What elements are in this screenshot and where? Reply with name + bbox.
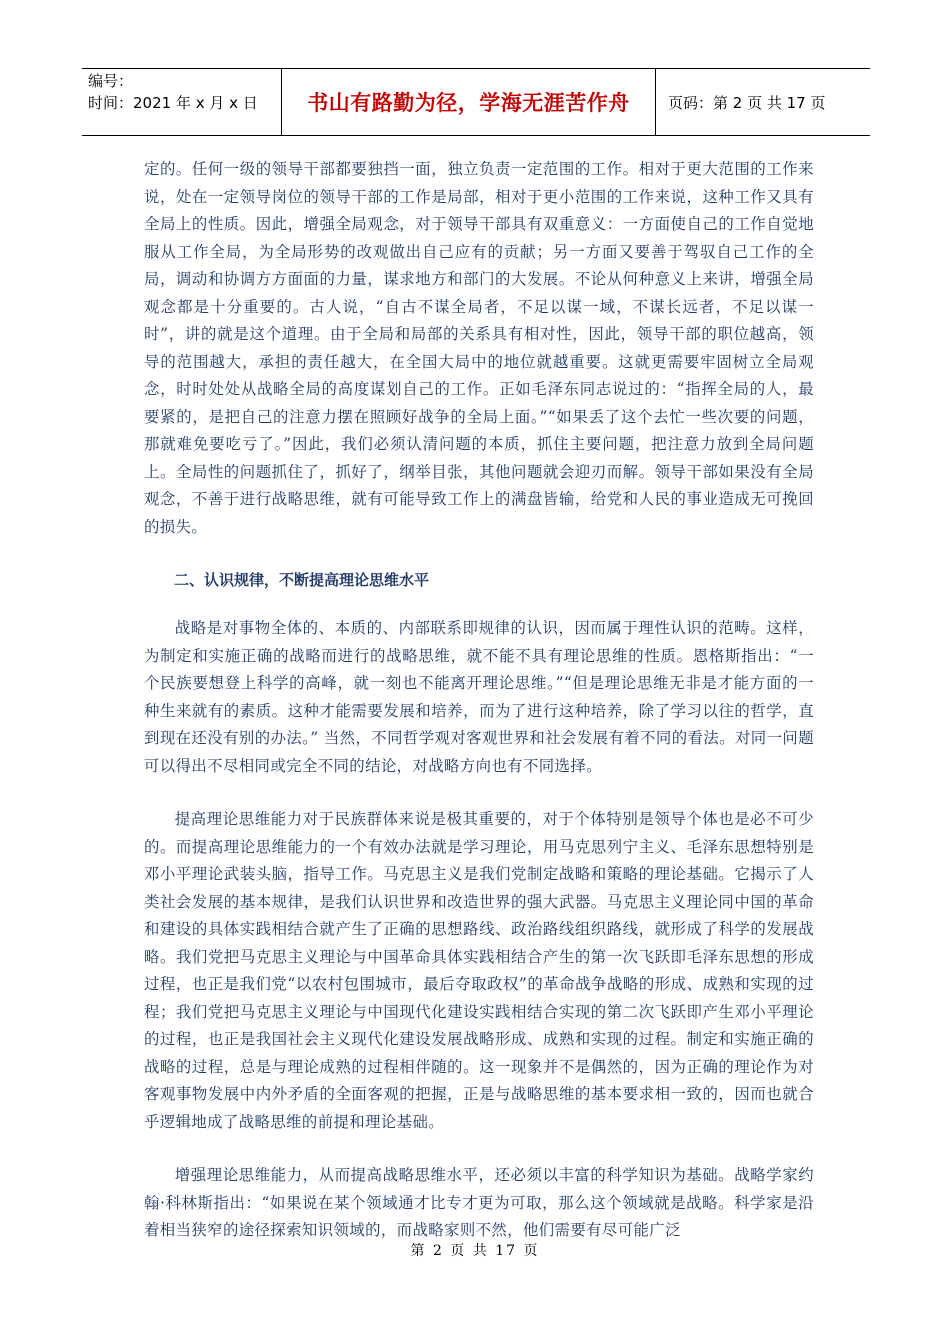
page-footer: 第 2 页 共 17 页 bbox=[410, 1243, 540, 1259]
paragraph-3: 提高理论思维能力对于民族群体来说是极其重要的，对于个体特别是领导个体也是必不可少的。而提高理论思维能力的一个有效办法就是学习理论，用马克思列宁主义、毛泽东思想特别是邓小平理论武装头脑，指导工作。马克思主义是我们党制定战略和策略的理论基础。它揭示了人类社会发展的基本规律，是我们认识世界和改造世界的强大武器。马克思主义理论同中国的革命和建设的具体实践相结合就产生了正确的思想路线、政治路线组织路线，就形成了科学的发展战略。我们党把马克思主义理论与中国革命具体实践相结合产生的第一次飞跃即毛泽东思想的形成过程，也正是我们党“以农村包围城市，最后夺取政权”的革命战争战略的形成、成熟和实现的过程；我们党把马克思主义理论与中国现代化建设实践相结合实现的第二次飞跃即产生邓小平理论的过程，也正是我国社会主义现代化建设发展战略形成、成熟和实现的过程。制定和实施正确的战略的过程，总是与理论成熟的过程相伴随的。这一现象并不是偶然的，因为正确的理论作为对客观事物发展中内外矛盾的全面客观的把握，正是与战略思维的基本要求相一致的，因而也就合乎逻辑地成了战略思维的前提和理论基础。 bbox=[144, 810, 814, 1131]
page-label: 页码：第 2 页 共 17 页 bbox=[668, 93, 826, 112]
paragraph-4: 增强理论思维能力，从而提高战略思维水平，还必须以丰富的科学知识为基础。战略学家约翰·科林斯指出：“如果说在某个领域通才比专才更为可取，那么这个领域就是战略。科学家是沿着相当狭窄的途径探索知识领域的，而战略家则不然，他们需要有尽可能广泛 bbox=[144, 1166, 814, 1239]
section-heading: 二、认识规律，不断提高理论思维水平 bbox=[174, 571, 430, 589]
header-motto-cell bbox=[282, 69, 656, 135]
paragraph-1: 定的。任何一级的领导干部都要独挡一面，独立负责一定范围的工作。相对于更大范围的工作来说，处在一定领导岗位的领导干部的工作是局部，相对于更小范围的工作来说，这种工作又具有全局上的性质。因此，增强全局观念，对于领导干部具有双重意义：一方面使自己的工作自觉地服从工作全局，为全局形势的改观做出自己应有的贡献；另一方面又要善于驾驭自己工作的全局，调动和协调方方面面的力量，谋求地方和部门的大发展。不论从何种意义上来讲，增强全局观念都是十分重要的。古人说，“自古不谋全局者，不足以谋一域，不谋长远者，不足以谋一时”，讲的就是这个道理。由于全局和局部的关系具有相对性，因此，领导干部的职位越高，领导的范围越大，承担的责任越大，在全国大局中的地位就越重要。这就更需要牢固树立全局观念，时时处处从战略全局的高度谋划自己的工作。正如毛泽东同志说过的：“指挥全局的人，最要紧的，是把自己的注意力摆在照顾好战争的全局上面。”“如果丢了这个去忙一些次要的问题，那就难免要吃亏了。”因此，我们必须认清问题的本质，抓住主要问题，把注意力放到全局问题上。全局性的问题抓住了，抓好了，纲举目张，其他问题就会迎刃而解。领导干部如果没有全局观念，不善于进行战略思维，就有可能导致工作上的满盘皆输，给党和人民的事业造成无可挽回的损失。 bbox=[144, 160, 814, 536]
header-meta bbox=[82, 69, 282, 135]
paragraph-2: 战略是对事物全体的、本质的、内部联系即规律的认识，因而属于理性认识的范畴。这样，为制定和实施正确的战略而进行的战略思维，就不能不具有理论思维的性质。恩格斯指出：“一个民族要想登上科学的高峰，就一刻也不能离开理论思维。”“但是理论思维无非是才能方面的一种生来就有的素质。这种才能需要发展和培养，而为了进行这种培养，除了学习以往的哲学，直到现在还没有别的办法。” 当然，不同哲学观对客观世界和社会发展有着不同的看法。对同一问题可以得出不尽相同或完全不同的结论，对战略方向也有不同选择。 bbox=[144, 619, 814, 775]
header-motto: 书山有路勤为径，学海无涯苦作舟 bbox=[307, 91, 630, 115]
page-header bbox=[82, 68, 870, 136]
time-label: 时间：2021 年 x 月 x 日 bbox=[88, 94, 258, 112]
number-label: 编号： bbox=[88, 72, 134, 90]
document-body bbox=[144, 156, 814, 1245]
header-page-cell bbox=[656, 69, 870, 135]
